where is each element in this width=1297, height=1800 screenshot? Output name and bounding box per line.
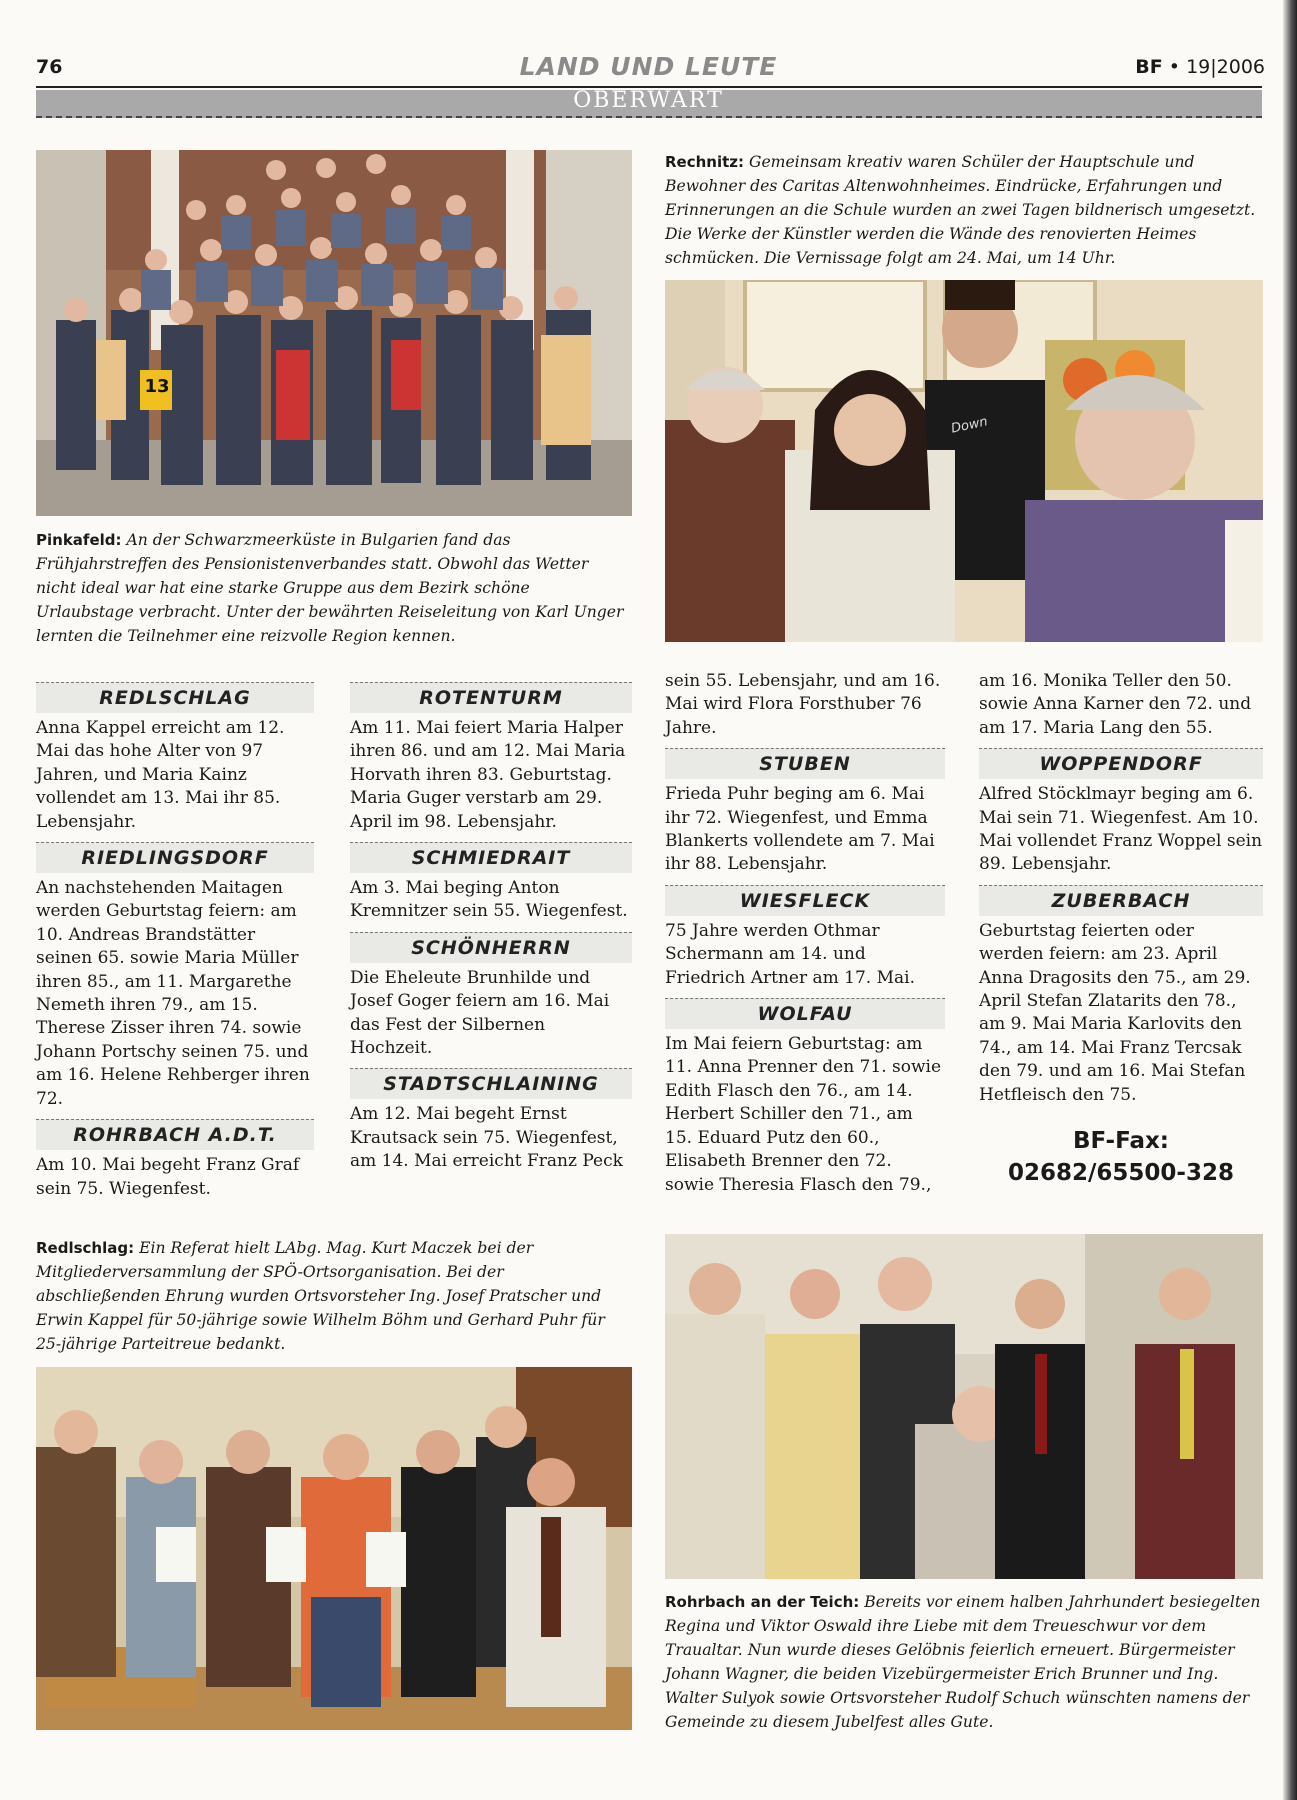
fax-number: 02682/65500-328 [1008,1160,1234,1187]
text-wiesfleck: 75 Jahre werden Othmar Schermann am 14. und Friedrich Artner am 17. Mai. [665,920,915,988]
rohrbach-photo [665,1234,1263,1579]
rechnitz-caption [665,150,1265,270]
issue-info: BF • 19|2006 [1135,56,1265,78]
column-2 [350,682,632,1174]
text-redlschlag: Anna Kappel erreicht am 12. Mai das hohe Alter von 97 Jahren, und Maria Kainz vollendet am 13. Mai ihr 85. Lebensjahr. [36,718,285,832]
redlschlag-caption [36,1236,632,1356]
heading-schmiedrait: SCHMIEDRAIT [350,842,632,873]
pinkafeld-group-photo [36,150,632,516]
heading-riedlingsdorf: RIEDLINGSDORF [36,842,314,873]
heading-rotenturm: ROTENTURM [350,682,632,713]
caption-place: Pinkafeld: [36,531,122,549]
heading-wolfau: WOLFAU [665,998,945,1029]
caption-place: Redlschlag: [36,1239,135,1257]
text-zuberbach: Geburtstag feierten oder werden feiern: am 23. April Anna Dragosits den 75., am 29. April Stefan Zlatarits den 78., am 9. Mai Maria Karlovits den 74., am 14. Mai Franz Tercsak den 79. und am 16. Mai Stefan Hetfleisch den 75. [979,920,1251,1105]
region-title: OBERWART [573,88,724,113]
text-schoenherrn: Die Eheleute Brunhilde und Josef Goger feiern am 16. Mai das Fest der Silbernen Hochzeit. [350,967,610,1059]
text-stuben: Frieda Puhr beging am 6. Mai ihr 72. Wiegenfest, und Emma Blankerts vollendete am 7. Mai ihr 88. Lebensjahr. [665,784,935,875]
heading-stadtschlaining: STADTSCHLAINING [350,1068,632,1099]
caption-place: Rechnitz: [665,153,745,171]
text-wolfau: Im Mai feiern Geburtstag: am 11. Anna Prenner den 71. sowie Edith Flasch den 76., am 14. Herbert Schiller den 71., am 15. Eduard Putz den 60., Elisabeth Brenner den 72. sowie Theresia Flasch den 79., [665,1034,942,1195]
publication-name: BF [1135,56,1163,78]
heading-redlschlag: REDLSCHLAG [36,682,314,713]
group-badge: 13 [144,376,170,397]
text-riedlingsdorf: An nachstehenden Maitagen werden Geburtstag feiern: am 10. Andreas Brandstätter seinen 65. sowie Maria Müller ihren 85., am 11. Margarethe Nemeth ihren 79., am 15. Therese Zisser ihren 74. sowie Johann Portschy seinen 75. und am 16. Helene Rehberger ihren 72. [36,878,310,1109]
text-rotenturm: Am 11. Mai feiert Maria Halper ihren 86. und am 12. Mai Maria Horvath ihren 83. Geburtstag. [350,718,626,785]
rechnitz-photo [665,280,1263,642]
column-4 [979,670,1263,1189]
heading-schoenherrn: SCHÖNHERRN [350,932,632,963]
caption-text: An der Schwarzmeerküste in Bulgarien fand das Frühjahrstreffen des Pensionistenverbandes statt. Obwohl das Wetter nicht ideal war hat eine starke Gruppe aus dem Bezirk schöne Urlaubstage verbracht. Unter der bewährten Reiseleitung von Karl Unger lernten die Teilnehmer eine reizvolle Region kennen. [36,531,624,645]
column-1 [36,682,314,1201]
heading-wiesfleck: WIESFLECK [665,885,945,916]
rohrbach-caption [665,1590,1263,1734]
text-stadtschlaining-cont: sein 55. Lebensjahr, und am 16. Mai wird Flora Forsthuber 76 Jahre. [665,671,941,738]
text-rohrbach: Am 10. Mai begeht Franz Graf sein 75. Wiegenfest. [36,1155,300,1199]
heading-zuberbach: ZUBERBACH [979,885,1263,916]
heading-rohrbach: ROHRBACH A.D.T. [36,1119,314,1150]
caption-text: Ein Referat hielt LAbg. Mag. Kurt Maczek bei der Mitgliederversammlung der SPÖ-Ortsorganisation. Bei der abschließenden Ehrung wurden Ortsvorsteher Ing. Josef Pratscher und Erwin Kappel für 50-jährige sowie Wilhelm Böhm und Gerhard Puhr für 25-jährige Parteitreue bedankt. [36,1239,605,1353]
text-wolfau-cont: am 16. Monika Teller den 50. sowie Anna Karner den 72. und am 17. Maria Lang den 55. [979,671,1252,738]
page-number: 76 [36,56,63,78]
text-schmiedrait: Am 3. Mai beging Anton Kremnitzer sein 55. Wiegenfest. [350,878,628,922]
pinkafeld-caption [36,528,632,648]
heading-woppendorf: WOPPENDORF [979,748,1263,779]
text-rotenturm-2: Maria Guger verstarb am 29. April im 98. Lebensjahr. [350,788,603,832]
text-stadtschlaining: Am 12. Mai begeht Ernst Krautsack sein 75. Wiegenfest, am 14. Mai erreicht Franz Peck [350,1104,623,1172]
page-edge-shadow [1283,0,1297,1800]
fax-label: BF-Fax: [1073,1128,1169,1155]
shirt-print: Down [949,414,990,437]
section-title: LAND UND LEUTE [519,52,778,81]
caption-text: Gemeinsam kreativ waren Schüler der Hauptschule und Bewohner des Caritas Altenwohnheimes. Eindrücke, Erfahrungen und Erinnerungen an die Schule wurden an zwei Tagen bildnerisch umgesetzt. Die Werke der Künstler werden die Wände des renovierten Heimes schmücken. Die Vernissage folgt am 24. Mai, um 14 Uhr. [665,153,1256,267]
heading-stuben: STUBEN [665,748,945,779]
redlschlag-photo [36,1367,632,1730]
caption-place: Rohrbach an der Teich: [665,1593,860,1611]
issue-number: 19|2006 [1186,56,1265,78]
text-woppendorf: Alfred Stöcklmayr beging am 6. Mai sein 71. Wiegenfest. Am 10. Mai vollendet Franz Woppel sein 89. Lebensjahr. [979,784,1263,875]
caption-text: Bereits vor einem halben Jahrhundert besiegelten Regina und Viktor Oswald ihre Liebe mit dem Treueschwur vor dem Traualtar. Nun wurde dieses Gelöbnis feierlich erneuert. Bürgermeister Johann Wagner, die beiden Vizebürgermeister Erich Brunner und Ing. Walter Sulyok sowie Ortsvorsteher Rudolf Schuch wünschten namens der Gemeinde zu diesem Jubelfest alles Gute. [665,1593,1261,1731]
column-3 [665,670,945,1197]
